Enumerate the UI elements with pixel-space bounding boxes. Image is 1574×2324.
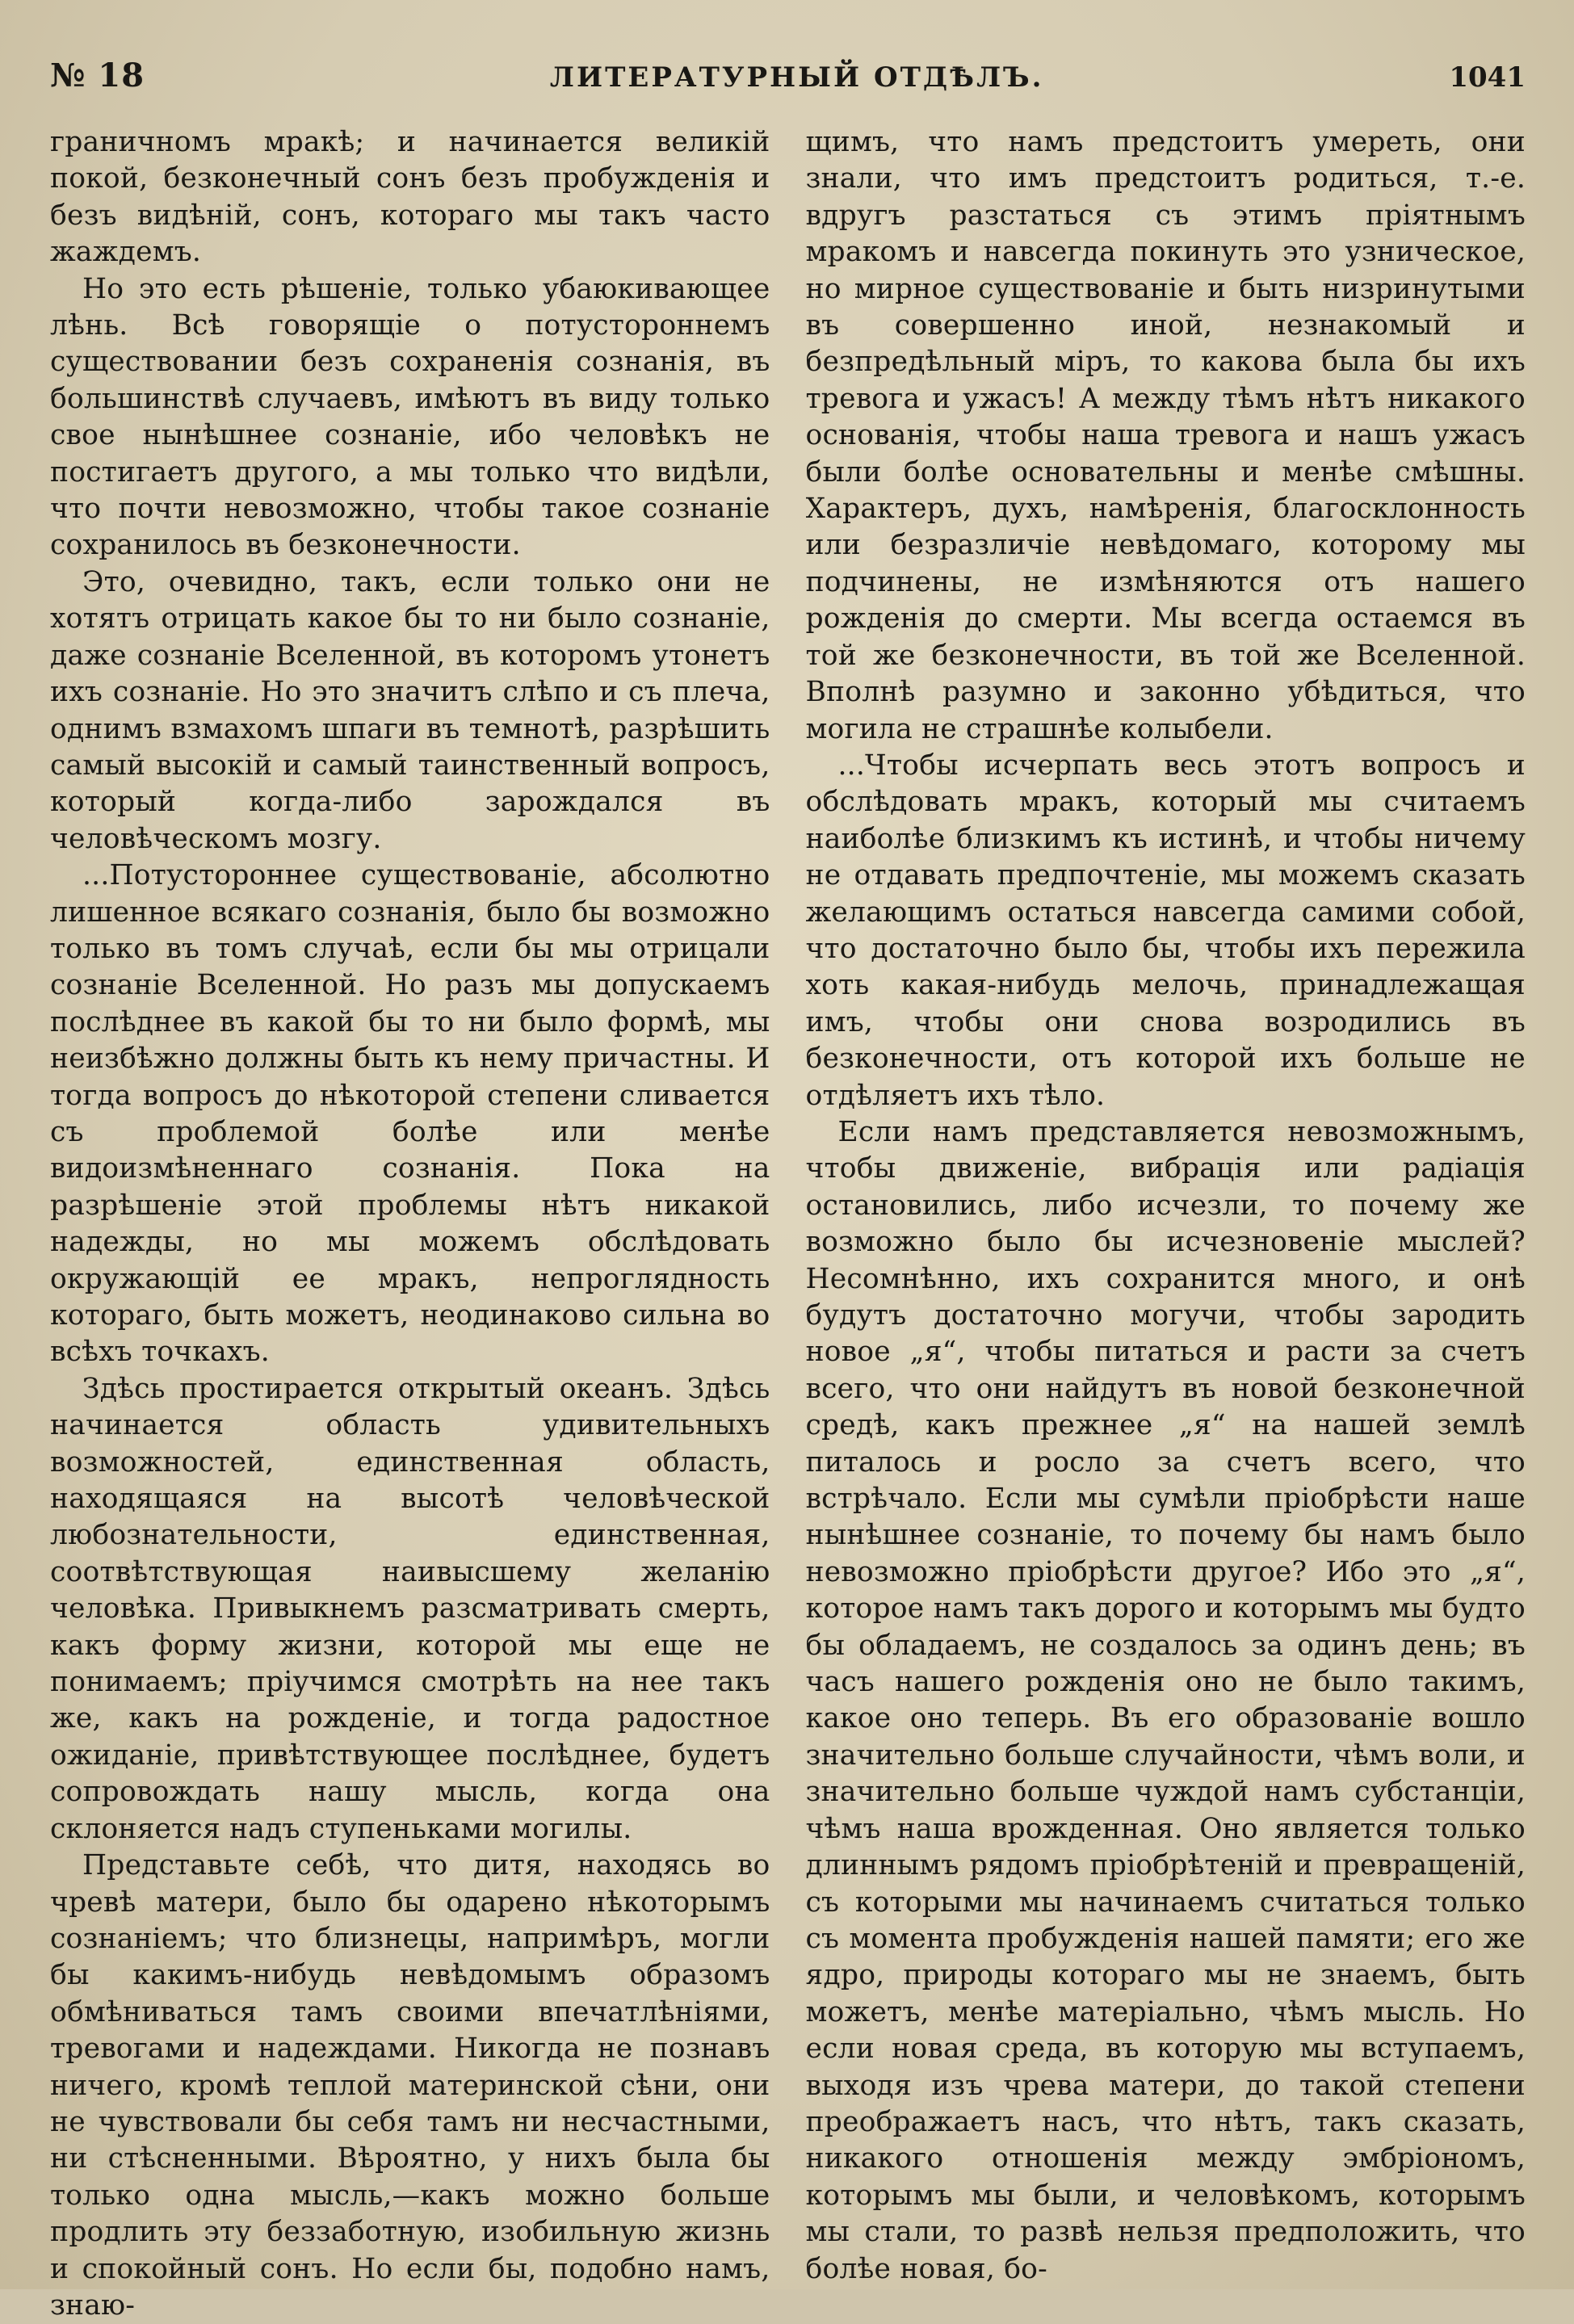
paragraph: Здѣсь простирается открытый океанъ. Здѣсь начинается область удивительныхъ возможностей, единственная область, находящаяся на высотѣ человѣческой любознательности, единственная, соотвѣтствующая наивысшему желанiю человѣка. Привыкнемъ разсматривать смерть, какъ форму жизни, которой мы еще не понимаемъ; прiучимся смотрѣть на нее такъ же, какъ на рожденiе, и тогда радостное ожиданiе, привѣтствующее послѣднее, будетъ сопровождать нашу мысль, когда она склоняется надъ ступеньками могилы.: [50, 1372, 770, 1845]
paragraph: граничномъ мракѣ; и начинается великiй покой, безконечный сонъ безъ пробужденiя и безъ видѣнiй, сонъ, котораго мы такъ часто жаждемъ.: [50, 126, 770, 269]
paragraph: Представьте себѣ, что дитя, находясь во чревѣ матери, было бы одарено нѣкоторымъ сознанiемъ; что близнецы, напримѣръ, могли бы какимъ-нибудь невѣдомымъ образомъ обмѣниваться тамъ своими впечатлѣнiями, тревогами и надеждами. Никогда не познавъ ничего, кромѣ теплой материнской сѣни, они не чувствовали бы себя тамъ ни несчастными, ни стѣсненными. Вѣроятно, у нихъ была бы только одна мысль,—какъ можно больше продлить эту беззаботную, изобильную жизнь и спокойный сонъ. Но если бы, подобно намъ, знаю-: [50, 1849, 770, 2322]
paragraph: Но это есть рѣшенiе, только убаюкивающее лѣнь. Всѣ говорящiе о потустороннемъ существовании безъ сохраненiя сознанiя, въ большинствѣ случаевъ, имѣютъ въ виду только свое нынѣшнее сознанiе, ибо человѣкъ не постигаетъ другого, а мы только что видѣли, что почти невозможно, чтобы такое сознанiе сохранилось въ безконечности.: [50, 272, 770, 562]
page-number: 1041: [1449, 61, 1526, 94]
left-column: [50, 124, 770, 2324]
paragraph: Если намъ представляется невозможнымъ, чтобы движенiе, вибрацiя или радiацiя остановились, либо исчезли, то почему же возможно было бы исчезновенiе мыслей? Несомнѣнно, ихъ сохранится много, и онѣ будутъ достаточно могучи, чтобы зародить новое „я“, чтобы питаться и расти за счетъ всего, что они найдутъ въ новой безконечной средѣ, какъ прежнее „я“ на нашей землѣ питалось и росло за счетъ всего, что встрѣчало. Если мы сумѣли прiобрѣсти наше нынѣшнее сознанiе, то почему бы намъ было невозможно прiобрѣсти другое? Ибо это „я“, которое намъ такъ дорого и которымъ мы будто бы обладаемъ, не создалось за одинъ день; въ часъ нашего рожденiя оно не было такимъ, какое оно теперь. Въ его образованiе вошло значительно больше случайности, чѣмъ воли, и значительно больше чуждой намъ субстанцiи, чѣмъ наша врожденная. Оно является только длиннымъ рядомъ прiобрѣтенiй и превращенiй, съ которыми мы начинаемъ считаться только съ момента пробужденiя нашей памяти; его же ядро, природы котораго мы не знаемъ, быть можетъ, менѣе матерiально, чѣмъ мысль. Но если новая среда, въ которую мы вступаемъ, выходя изъ чрева матери, до такой степени преображаетъ насъ, что нѣтъ, такъ сказать, никакого отношенiя между эмбрiономъ, которымъ мы были, и человѣкомъ, которымъ мы стали, то развѣ нельзя предположить, что болѣе новая, бо-: [805, 1115, 1526, 2285]
page-header: [50, 57, 1526, 121]
paragraph: Это, очевидно, такъ, если только они не хотятъ отрицать какое бы то ни было сознанiе, даже сознанiе Вселенной, въ которомъ утонетъ ихъ сознанiе. Но это значитъ слѣпо и съ плеча, однимъ взмахомъ шпаги въ темнотѣ, разрѣшить самый высокiй и самый таинственный вопросъ, который когда-либо зарождался въ человѣческомъ мозгу.: [50, 565, 770, 855]
section-title: ЛИТЕРАТУРНЫЙ ОТДѢЛЪ.: [549, 61, 1044, 94]
right-column: [806, 124, 1526, 2324]
issue-number: № 18: [50, 57, 145, 94]
paragraph: ...Потустороннее существованiе, абсолютно лишенное всякаго сознанiя, было бы возможно только въ томъ случаѣ, если бы мы отрицали сознанiе Вселенной. Но разъ мы допускаемъ послѣднее въ какой бы то ни было формѣ, мы неизбѣжно должны быть къ нему причастны. И тогда вопросъ до нѣкоторой степени сливается съ проблемой болѣе или менѣе видоизмѣненнаго сознанiя. Пока на разрѣшенiе этой проблемы нѣтъ никакой надежды, но мы можемъ обслѣдовать окружающiй ее мракъ, непроглядность котораго, быть можетъ, неодинаково сильна во всѣхъ точкахъ.: [50, 859, 770, 1369]
text-columns: [50, 124, 1526, 2324]
paragraph: ...Чтобы исчерпать весь этотъ вопросъ и обслѣдовать мракъ, который мы считаемъ наиболѣе близкимъ къ истинѣ, и чтобы ничему не отдавать предпочтенiе, мы можемъ сказать желающимъ остаться навсегда самими собой, что достаточно было бы, чтобы ихъ пережила хоть какая-нибудь мелочь, принадлежащая имъ, чтобы они снова возродились въ безконечности, отъ которой ихъ больше не отдѣляетъ ихъ тѣло.: [805, 749, 1526, 1112]
paragraph: щимъ, что намъ предстоитъ умереть, они знали, что имъ предстоитъ родиться, т.-е. вдругъ разстаться съ этимъ прiятнымъ мракомъ и навсегда покинуть это узническое, но мирное существованiе и быть низринутыми въ совершенно иной, незнакомый и безпредѣльный мiръ, то какова была бы ихъ тревога и ужасъ! А между тѣмъ нѣтъ никакого основанiя, чтобы наша тревога и нашъ ужасъ были болѣе основательны и менѣе смѣшны. Характеръ, духъ, намѣренiя, благосклонность или безразличiе невѣдомаго, которому мы подчинены, не измѣняются отъ нашего рожденiя до смерти. Мы всегда остаемся въ той же безконечности, въ той же Вселенной. Вполнѣ разумно и законно убѣдиться, что могила не страшнѣе колыбели.: [805, 126, 1526, 745]
